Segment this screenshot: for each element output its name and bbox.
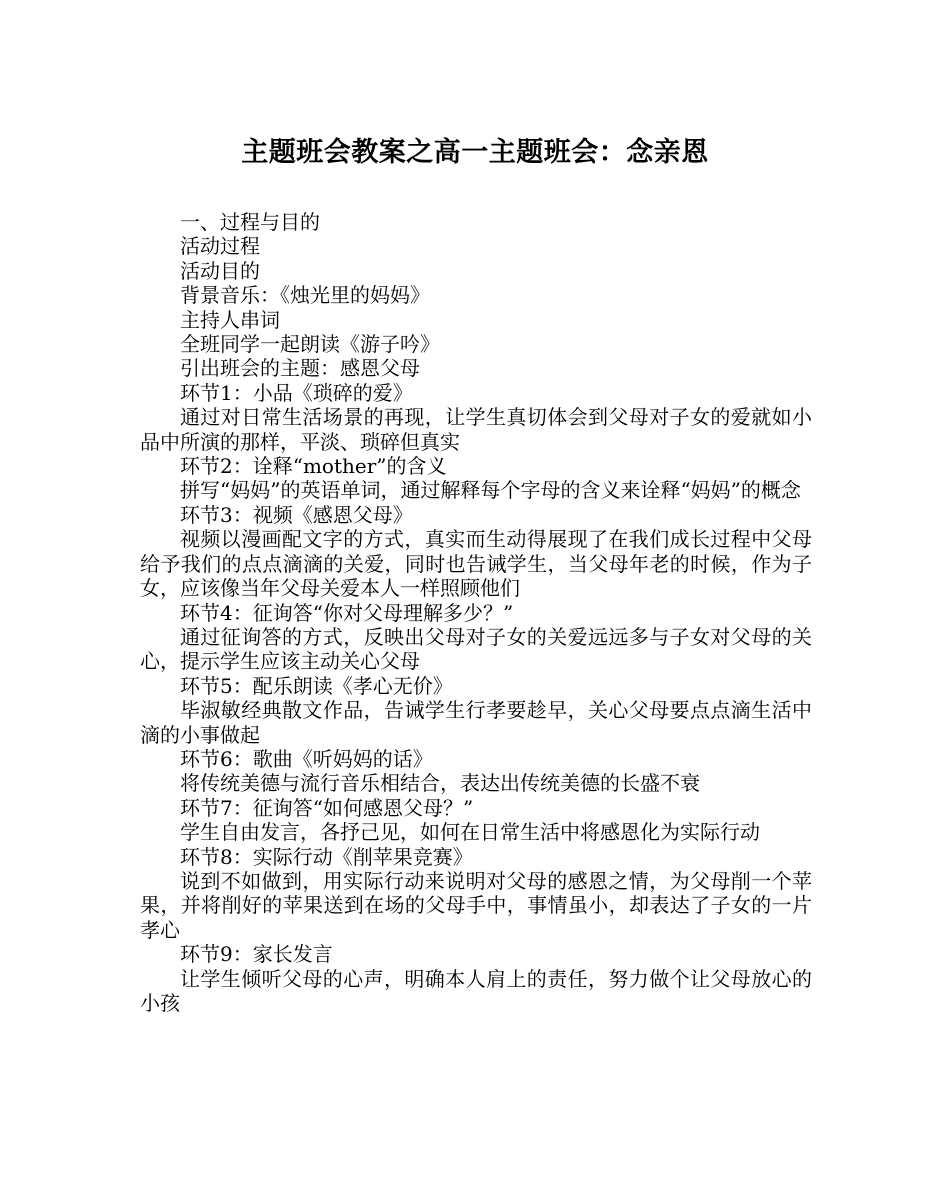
paragraph: 拼写“妈妈”的英语单词，通过解释每个字母的含义来诠释“妈妈”的概念 — [180, 478, 801, 503]
paragraph: 环节4：征询答“你对父母理解多少？” — [180, 600, 514, 625]
paragraph: 学生自由发言，各抒己见，如何在日常生活中将感恩化为实际行动 — [180, 820, 760, 845]
paragraph: 主持人串词 — [180, 307, 280, 332]
paragraph: 环节2：诠释“mother”的含义 — [180, 454, 447, 479]
paragraph: 通过征询答的方式，反映出父母对子女的关爱远远多与子女对父母的关心，提示学生应该主动关心父母 — [140, 624, 812, 674]
paragraph: 环节5：配乐朗读《孝心无价》 — [180, 673, 453, 698]
paragraph: 让学生倾听父母的心声，明确本人肩上的责任，努力做个让父母放心的小孩 — [140, 966, 812, 1015]
paragraph: 毕淑敏经典散文作品，告诫学生行孝要趁早，关心父母要点点滴生活中滴的小事做起 — [140, 698, 812, 747]
paragraph: 活动过程 — [180, 234, 260, 259]
paragraph: 环节3：视频《感恩父母》 — [180, 502, 413, 527]
paragraph: 全班同学一起朗读《游子吟》 — [180, 332, 440, 357]
paragraph: 环节8：实际行动《削苹果竞赛》 — [180, 844, 473, 869]
paragraph: 一、过程与目的 — [180, 210, 320, 234]
paragraph: 说到不如做到，用实际行动来说明对父母的感恩之情，为父母削一个苹果，并将削好的苹果送到在场的父母手中，事情虽小，却表达了子女的一片孝心 — [140, 868, 812, 942]
paragraph: 视频以漫画配文字的方式，真实而生动得展现了在我们成长过程中父母给予我们的点点滴滴的关爱，同时也告诫学生，当父母年老的时候，作为子女，应该像当年父母关爱本人一样照顾他们 — [140, 527, 812, 601]
paragraph: 将传统美德与流行音乐相结合，表达出传统美德的长盛不衰 — [180, 771, 700, 796]
paragraph: 引出班会的主题：感恩父母 — [180, 356, 420, 381]
paragraph: 活动目的 — [180, 258, 260, 283]
paragraph: 通过对日常生活场景的再现，让学生真切体会到父母对子女的爱就如小品中所演的那样，平淡、琐碎但真实 — [140, 405, 812, 454]
paragraph: 环节1：小品《琐碎的爱》 — [180, 380, 413, 405]
paragraph: 环节6：歌曲《听妈妈的话》 — [180, 746, 433, 771]
document-title: 主题班会教案之高一主题班会：念亲恩 — [241, 137, 709, 168]
paragraph: 环节9：家长发言 — [180, 942, 333, 967]
paragraph: 环节7：征询答“如何感恩父母？” — [180, 795, 474, 820]
paragraph: 背景音乐：《烛光里的妈妈》 — [180, 283, 430, 308]
document-body — [140, 210, 812, 1015]
